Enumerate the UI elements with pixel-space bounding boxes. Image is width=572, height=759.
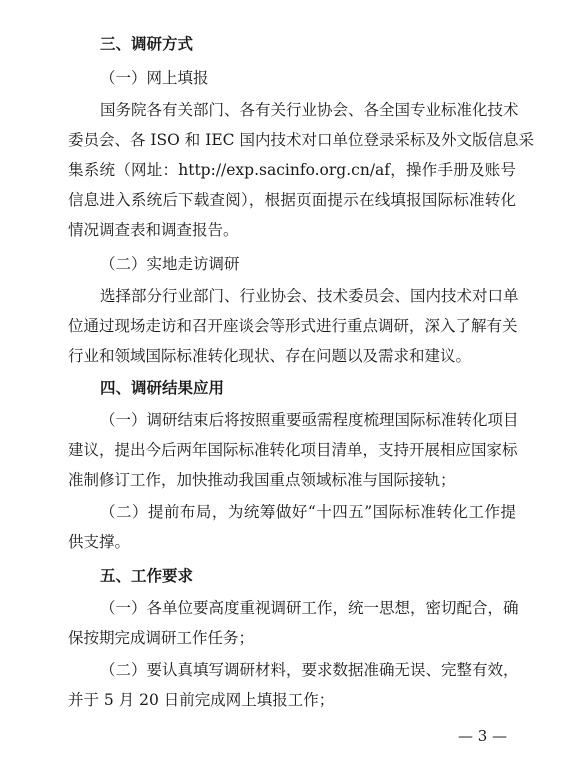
subsection-heading-online-reporting: （一）网上填报 [100,69,209,87]
paragraph-line: 行业和领域国际标准转化现状、存在问题以及需求和建议。 [68,347,472,365]
section-heading-3: 三、调研方式 [100,35,194,53]
paragraph-line: （二）要认真填写调研材料，要求数据准确无误、完整有效， [100,661,519,679]
paragraph-line: 委员会、各 ISO 和 IEC 国内技术对口单位登录采标及外文版信息采 [68,131,534,149]
subsection-heading-field-visit: （二）实地走访调研 [100,255,240,273]
paragraph-line: （一）调研结束后将按照重要亟需程度梳理国际标准转化项目 [100,411,519,429]
section-heading-5: 五、工作要求 [100,567,194,585]
paragraph-line: 并于 5 月 20 日前完成网上填报工作； [68,691,335,709]
paragraph-line: 供支撑。 [68,533,131,551]
paragraph-line: 国务院各有关部门、各有关行业协会、各全国专业标准化技术 [100,101,519,119]
paragraph-line: 选择部分行业部门、行业协会、技术委员会、国内技术对口单 [100,287,519,305]
paragraph-line: 信息进入系统后下载查阅），根据页面提示在线填报国际标准转化 [68,191,516,209]
paragraph-line: 集系统（网址：http://exp.sacinfo.org.cn/af，操作手册及账号 [68,161,516,179]
paragraph-line: 准制修订工作，加快推动我国重点领域标准与国际接轨； [68,471,456,489]
page-number: — 3 — [458,727,508,745]
paragraph-line: （一）各单位要高度重视调研工作，统一思想，密切配合，确 [100,599,519,617]
section-heading-4: 四、调研结果应用 [100,379,225,397]
paragraph-line: 建议，提出今后两年国际标准转化项目清单，支持开展相应国家标 [68,441,518,459]
paragraph-line: （二）提前布局，为统筹做好“十四五”国际标准转化工作提 [100,503,516,521]
paragraph-line: 情况调查表和调查报告。 [68,221,239,239]
paragraph-line: 位通过现场走访和召开座谈会等形式进行重点调研，深入了解有关 [68,317,518,335]
paragraph-line: 保按期完成调研工作任务； [68,629,255,647]
